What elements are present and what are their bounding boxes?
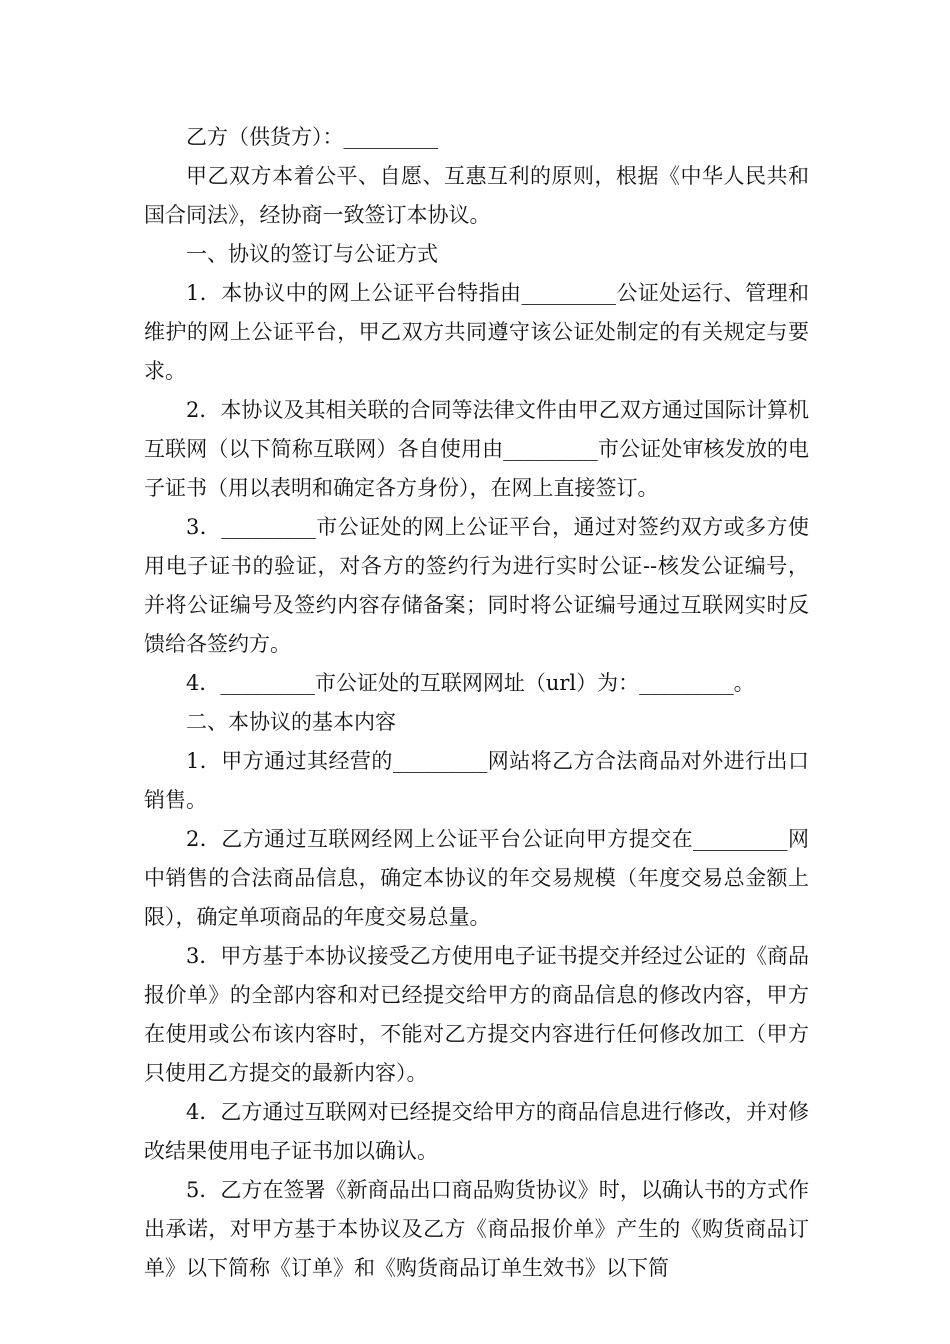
paragraph-1-2: 2．本协议及其相关联的合同等法律文件由甲乙双方通过国际计算机互联网（以下简称互联网）各自使用由_________市公证处审核发放的电子证书（用以表明和确定各方身份），在网上直接签订。 [144,398,809,500]
paragraph-preamble: 甲乙双方本着公平、自愿、互惠互利的原则，根据《中华人民共和国合同法》，经协商一致签订本协议。 [144,164,809,227]
paragraph-2-3: 3．甲方基于本协议接受乙方使用电子证书提交并经过公证的《商品报价单》的全部内容和对已经提交给甲方的商品信息的修改内容，甲方在使用或公布该内容时，不能对乙方提交内容进行任何修改加工（甲方只使用乙方提交的最新内容）。 [144,944,809,1085]
section-heading-1: 一、协议的签订与公证方式 [186,242,438,266]
paragraph-2-5: 5．乙方在签署《新商品出口商品购货协议》时，以确认书的方式作出承诺，对甲方基于本协议及乙方《商品报价单》产生的《购货商品订单》以下简称《订单》和《购货商品订单生效书》以下简 [144,1178,809,1280]
paragraph-1-3: 3．_________市公证处的网上公证平台，通过对签约双方或多方使用电子证书的验证，对各方的签约行为进行实时公证--核发公证编号，并将公证编号及签约内容存储备案；同时将公证编号通过互联网实时反馈给各签约方。 [144,515,809,656]
paragraph-2-1: 1．甲方通过其经营的_________网站将乙方合法商品对外进行出口销售。 [144,749,809,812]
paragraph-party-b: 乙方（供货方）：_________ [186,125,438,149]
paragraph-1-1: 1．本协议中的网上公证平台特指由_________公证处运行、管理和维护的网上公证平台，甲乙双方共同遵守该公证处制定的有关规定与要求。 [144,281,809,383]
paragraph-1-4: 4．_________市公证处的互联网网址（url）为：_________。 [186,671,755,695]
paragraph-2-2: 2．乙方通过互联网经网上公证平台公证向甲方提交在_________网中销售的合法商品信息，确定本协议的年交易规模（年度交易总金额上限），确定单项商品的年度交易总量。 [144,827,809,929]
document-body [144,118,809,1288]
paragraph-2-4: 4．乙方通过互联网对已经提交给甲方的商品信息进行修改，并对修改结果使用电子证书加以确认。 [144,1100,809,1163]
section-heading-2: 二、本协议的基本内容 [186,710,396,734]
